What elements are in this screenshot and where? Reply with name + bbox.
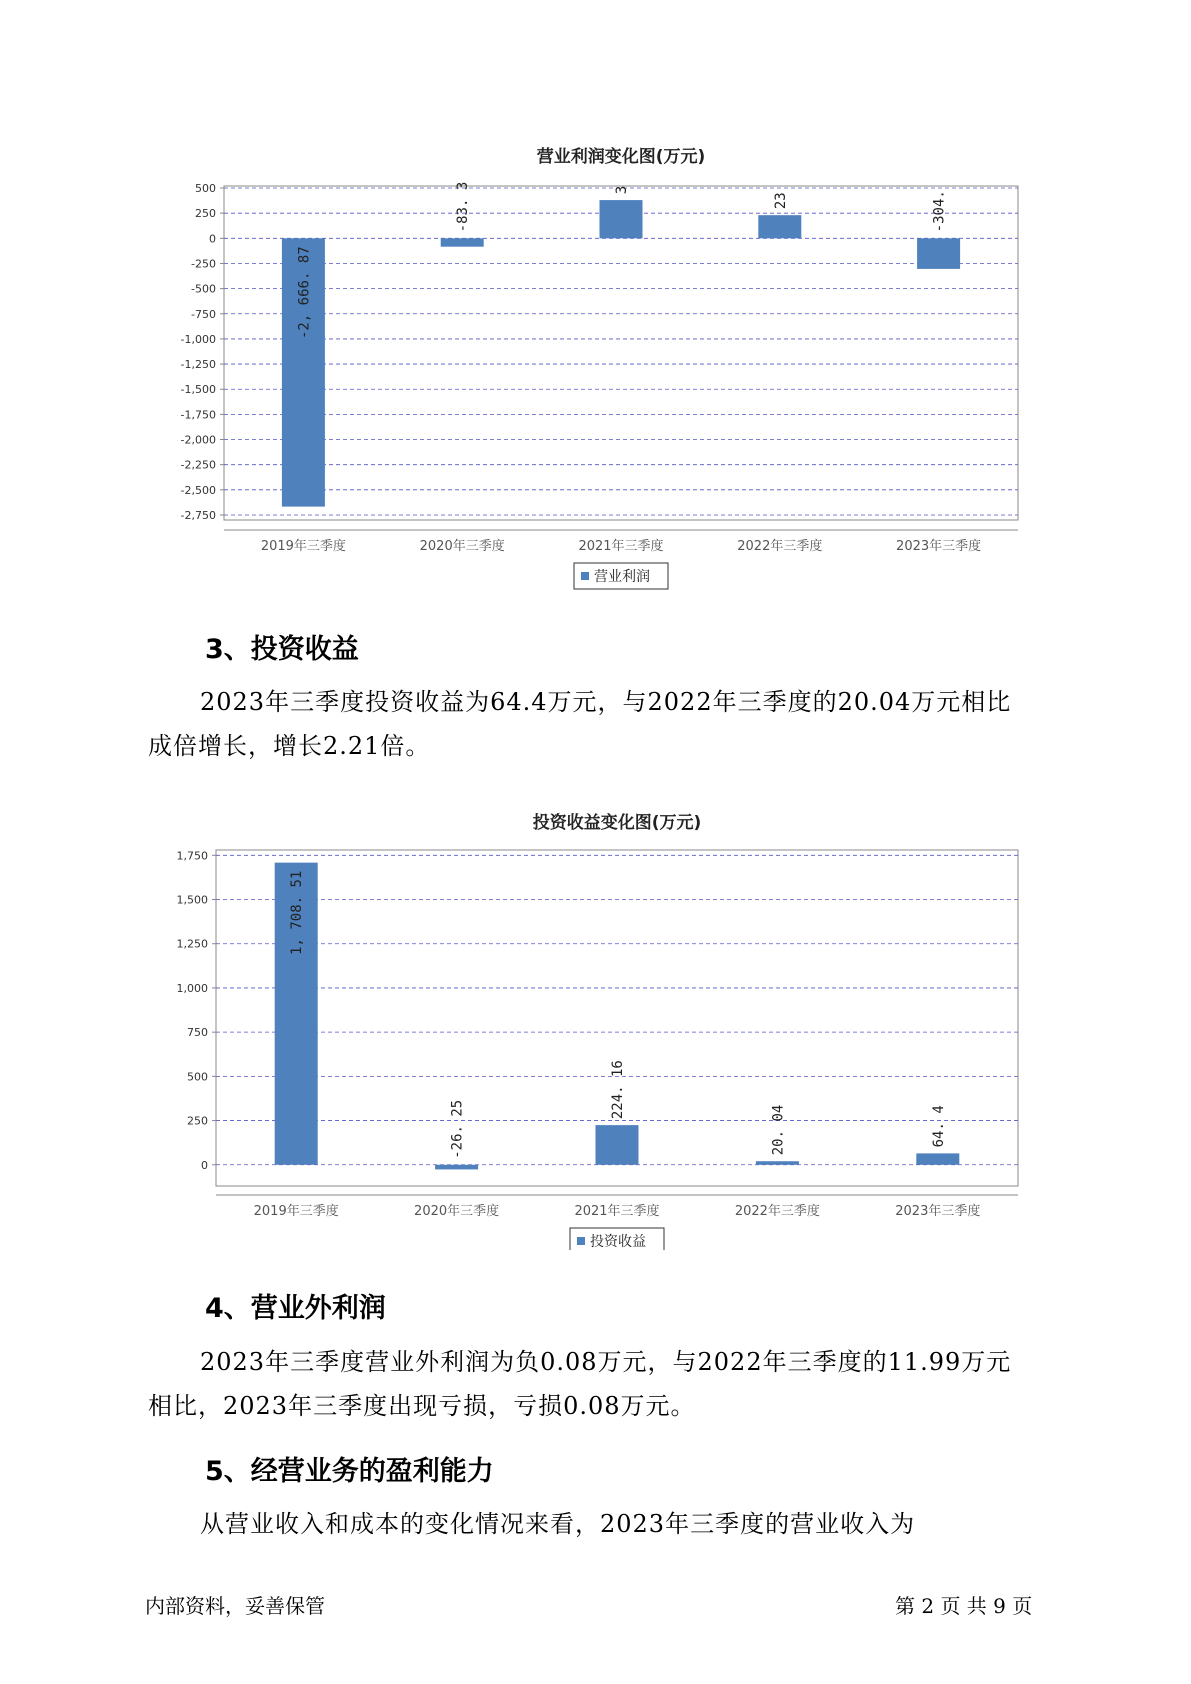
- y-tick-label: -1,250: [180, 358, 216, 372]
- data-label: 3: [614, 185, 630, 195]
- chart-title: 投资收益变化图(万元): [532, 813, 702, 833]
- section-paragraph-investment-income: [148, 680, 1063, 768]
- section-heading-investment-income: 3、投资收益: [205, 634, 359, 665]
- y-tick-label: -750: [191, 307, 216, 321]
- x-tick-label: 2019年三季度: [260, 539, 346, 554]
- y-tick-label: 1,250: [176, 937, 208, 951]
- data-label: -83. 3: [455, 181, 472, 233]
- section-heading-business-profitability: 5、经营业务的盈利能力: [205, 1456, 494, 1487]
- data-label: 20. 04: [770, 1104, 787, 1156]
- paragraph-line: 2023年三季度营业外利润为负0.08万元，与2022年三季度的11.99万元: [200, 1348, 1012, 1376]
- footer-confidential-note: 内部资料，妥善保管: [145, 1594, 325, 1618]
- y-tick-label: -2,250: [180, 458, 216, 472]
- x-tick-label: 2021年三季度: [574, 1204, 660, 1219]
- x-tick-label: 2022年三季度: [734, 1204, 820, 1219]
- paragraph-line: 2023年三季度投资收益为64.4万元，与2022年三季度的20.04万元相比: [200, 688, 1012, 716]
- y-tick-label: -1,750: [180, 408, 216, 422]
- bar: [917, 238, 960, 269]
- legend-swatch: [581, 572, 589, 580]
- legend-label: 投资收益: [590, 1234, 646, 1250]
- y-tick-label: -2,750: [180, 508, 216, 522]
- bar: [600, 200, 643, 238]
- x-tick-label: 2021年三季度: [578, 539, 664, 554]
- bar: [596, 1125, 639, 1165]
- y-tick-label: 500: [195, 182, 216, 196]
- x-tick-label: 2020年三季度: [419, 539, 505, 554]
- y-tick-label: -1,000: [180, 332, 216, 346]
- data-label: -2, 666. 87: [296, 246, 313, 340]
- footer-page-number: 第 2 页 共 9 页: [895, 1594, 1033, 1618]
- bar: [758, 215, 801, 238]
- y-tick-label: -250: [191, 257, 216, 271]
- section-paragraph-non-operating-profit: [148, 1340, 1063, 1428]
- bar: [441, 238, 484, 246]
- bar: [916, 1153, 959, 1164]
- chart-title: 营业利润变化图(万元): [536, 147, 706, 167]
- data-label: -26. 25: [449, 1099, 466, 1159]
- legend-label: 营业利润: [594, 569, 650, 585]
- y-tick-label: -2,500: [180, 483, 216, 497]
- y-tick-label: 1,000: [176, 981, 208, 995]
- data-label: 23: [772, 192, 789, 210]
- bar: [435, 1165, 478, 1170]
- y-tick-label: -2,000: [180, 433, 216, 447]
- paragraph-line: 相比，2023年三季度出现亏损，亏损0.08万元。: [148, 1392, 696, 1420]
- x-tick-label: 2020年三季度: [414, 1204, 500, 1219]
- y-tick-label: 250: [195, 207, 216, 221]
- data-label: -304.: [931, 190, 948, 233]
- investment-income-chart: [177, 812, 1019, 1250]
- section-heading-non-operating-profit: 4、营业外利润: [205, 1293, 386, 1324]
- paragraph-line: 从营业收入和成本的变化情况来看，2023年三季度的营业收入为: [200, 1510, 916, 1538]
- data-label: 64. 4: [930, 1105, 947, 1148]
- paragraph-line: 成倍增长，增长2.21倍。: [148, 732, 431, 760]
- bar: [756, 1161, 799, 1165]
- y-tick-label: 500: [187, 1070, 208, 1084]
- x-tick-label: 2023年三季度: [896, 539, 982, 554]
- data-label: 1, 708. 51: [289, 870, 306, 955]
- y-tick-label: -500: [191, 282, 216, 296]
- y-tick-label: 1,750: [176, 849, 208, 863]
- y-tick-label: 0: [201, 1158, 208, 1172]
- y-tick-label: 250: [187, 1114, 208, 1128]
- y-tick-label: 750: [187, 1026, 208, 1040]
- x-tick-label: 2022年三季度: [737, 539, 823, 554]
- x-tick-label: 2019年三季度: [253, 1204, 339, 1219]
- y-tick-label: 1,500: [176, 893, 208, 907]
- operating-profit-chart: [181, 146, 1018, 589]
- y-tick-label: -1,500: [180, 383, 216, 397]
- y-tick-label: 0: [209, 232, 216, 246]
- section-paragraph-business-profitability: [148, 1502, 1063, 1546]
- legend-swatch: [577, 1237, 585, 1245]
- data-label: 224. 16: [610, 1060, 626, 1120]
- x-tick-label: 2023年三季度: [895, 1204, 981, 1219]
